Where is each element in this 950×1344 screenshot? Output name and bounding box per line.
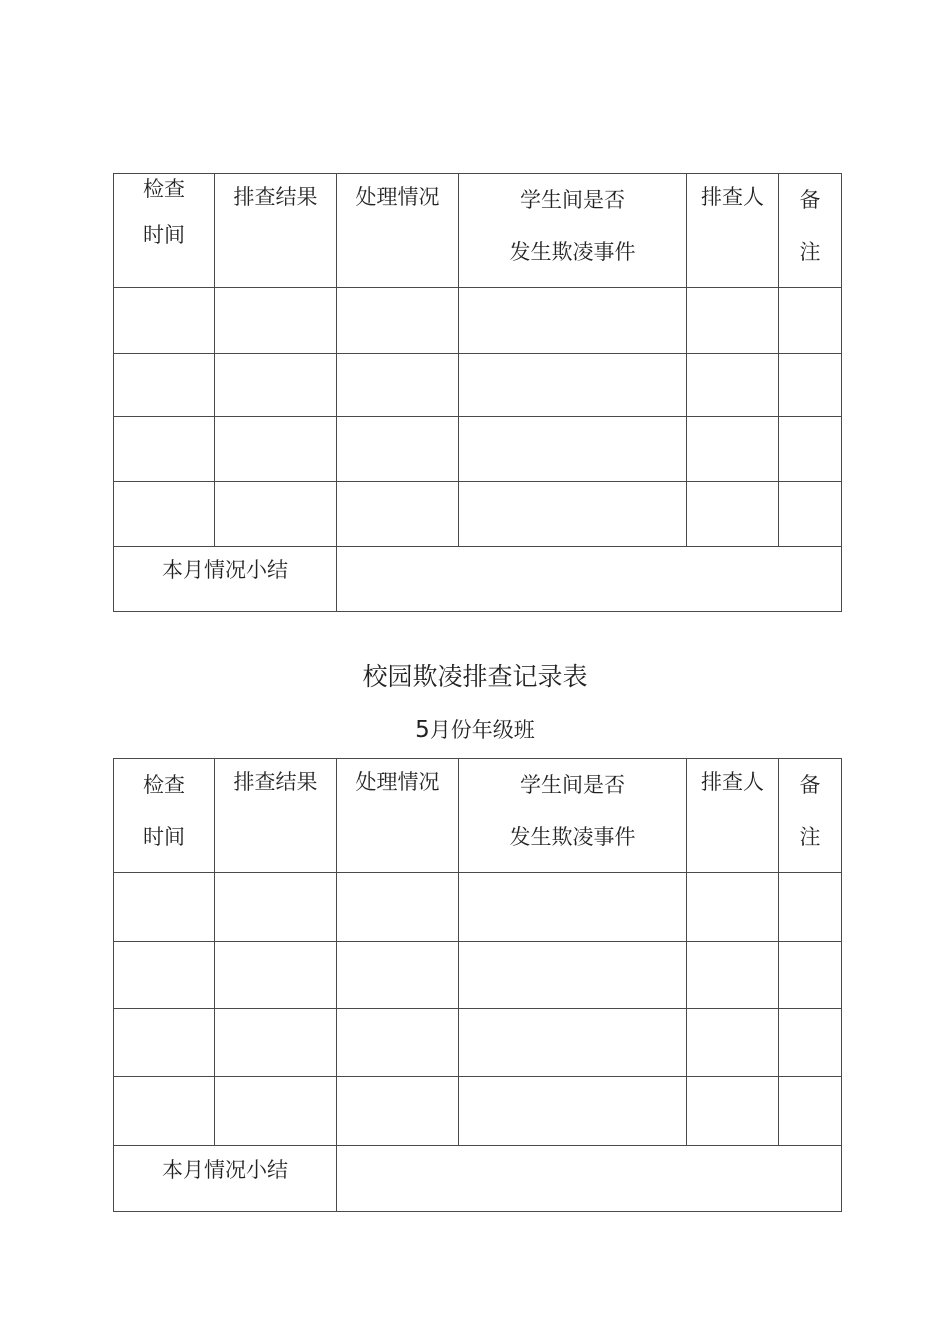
header-incident [459, 759, 687, 873]
header-incident-line2: 发生欺凌事件 [509, 240, 636, 264]
header-check-time-line1: 检查 [143, 773, 185, 797]
cell-incident[interactable] [459, 417, 687, 482]
cell-incident[interactable] [459, 942, 687, 1009]
form-title: 校园欺凌排查记录表 [362, 662, 588, 691]
header-incident-line2: 发生欺凌事件 [509, 825, 636, 849]
summary-row [114, 547, 842, 612]
table-header-row [114, 759, 842, 873]
bullying-check-table-1 [113, 173, 842, 612]
header-handling: 处理情况 [337, 759, 459, 873]
cell-inspector[interactable] [687, 417, 779, 482]
form-subtitle [0, 714, 950, 744]
header-remark-line2: 注 [799, 825, 821, 849]
table-row [114, 288, 842, 354]
cell-incident[interactable] [459, 482, 687, 547]
cell-result[interactable] [215, 873, 337, 942]
table-row [114, 1077, 842, 1146]
month-number: 5 [415, 717, 430, 743]
cell-inspector[interactable] [687, 873, 779, 942]
table-header-row [114, 174, 842, 288]
cell-check-time[interactable] [114, 482, 215, 547]
cell-check-time[interactable] [114, 288, 215, 354]
cell-handling[interactable] [337, 873, 459, 942]
summary-cell[interactable] [337, 547, 842, 612]
cell-result[interactable] [215, 1009, 337, 1077]
table-row [114, 873, 842, 942]
header-remark-line1: 备 [799, 188, 821, 212]
header-check-time [114, 174, 215, 288]
table-row [114, 354, 842, 417]
cell-remark[interactable] [779, 354, 842, 417]
table-row [114, 482, 842, 547]
cell-handling[interactable] [337, 482, 459, 547]
cell-remark[interactable] [779, 288, 842, 354]
cell-result[interactable] [215, 482, 337, 547]
cell-inspector[interactable] [687, 482, 779, 547]
subtitle-rest: 月份年级班 [429, 718, 535, 742]
header-result: 排查结果 [215, 759, 337, 873]
cell-handling[interactable] [337, 288, 459, 354]
cell-incident[interactable] [459, 288, 687, 354]
cell-inspector[interactable] [687, 288, 779, 354]
header-inspector: 排查人 [687, 759, 779, 873]
header-remark [779, 759, 842, 873]
cell-check-time[interactable] [114, 1077, 215, 1146]
header-remark-line1: 备 [799, 773, 821, 797]
summary-row [114, 1146, 842, 1212]
summary-label: 本月情况小结 [114, 1146, 337, 1212]
table-row [114, 1009, 842, 1077]
cell-handling[interactable] [337, 1009, 459, 1077]
cell-remark[interactable] [779, 1009, 842, 1077]
header-incident-line1: 学生间是否 [520, 773, 625, 797]
cell-inspector[interactable] [687, 354, 779, 417]
table-row [114, 417, 842, 482]
header-result: 排查结果 [215, 174, 337, 288]
header-remark-line2: 注 [799, 240, 821, 264]
cell-remark[interactable] [779, 942, 842, 1009]
cell-result[interactable] [215, 354, 337, 417]
cell-result[interactable] [215, 417, 337, 482]
cell-remark[interactable] [779, 1077, 842, 1146]
cell-remark[interactable] [779, 873, 842, 942]
summary-cell[interactable] [337, 1146, 842, 1212]
table-row [114, 942, 842, 1009]
cell-check-time[interactable] [114, 873, 215, 942]
cell-remark[interactable] [779, 417, 842, 482]
bullying-check-table-2 [113, 758, 842, 1212]
summary-label: 本月情况小结 [114, 547, 337, 612]
header-incident [459, 174, 687, 288]
cell-handling[interactable] [337, 1077, 459, 1146]
cell-incident[interactable] [459, 1077, 687, 1146]
header-check-time-line2: 时间 [143, 223, 185, 247]
cell-handling[interactable] [337, 942, 459, 1009]
cell-handling[interactable] [337, 417, 459, 482]
header-check-time-line2: 时间 [143, 825, 185, 849]
header-handling: 处理情况 [337, 174, 459, 288]
cell-check-time[interactable] [114, 417, 215, 482]
header-check-time [114, 759, 215, 873]
cell-check-time[interactable] [114, 1009, 215, 1077]
cell-inspector[interactable] [687, 1009, 779, 1077]
cell-incident[interactable] [459, 1009, 687, 1077]
header-check-time-line1: 检查 [143, 177, 185, 201]
header-incident-line1: 学生间是否 [520, 188, 625, 212]
cell-check-time[interactable] [114, 942, 215, 1009]
cell-result[interactable] [215, 1077, 337, 1146]
header-inspector: 排查人 [687, 174, 779, 288]
cell-incident[interactable] [459, 873, 687, 942]
cell-incident[interactable] [459, 354, 687, 417]
cell-result[interactable] [215, 288, 337, 354]
cell-inspector[interactable] [687, 1077, 779, 1146]
header-remark [779, 174, 842, 288]
cell-check-time[interactable] [114, 354, 215, 417]
cell-result[interactable] [215, 942, 337, 1009]
cell-inspector[interactable] [687, 942, 779, 1009]
cell-remark[interactable] [779, 482, 842, 547]
cell-handling[interactable] [337, 354, 459, 417]
